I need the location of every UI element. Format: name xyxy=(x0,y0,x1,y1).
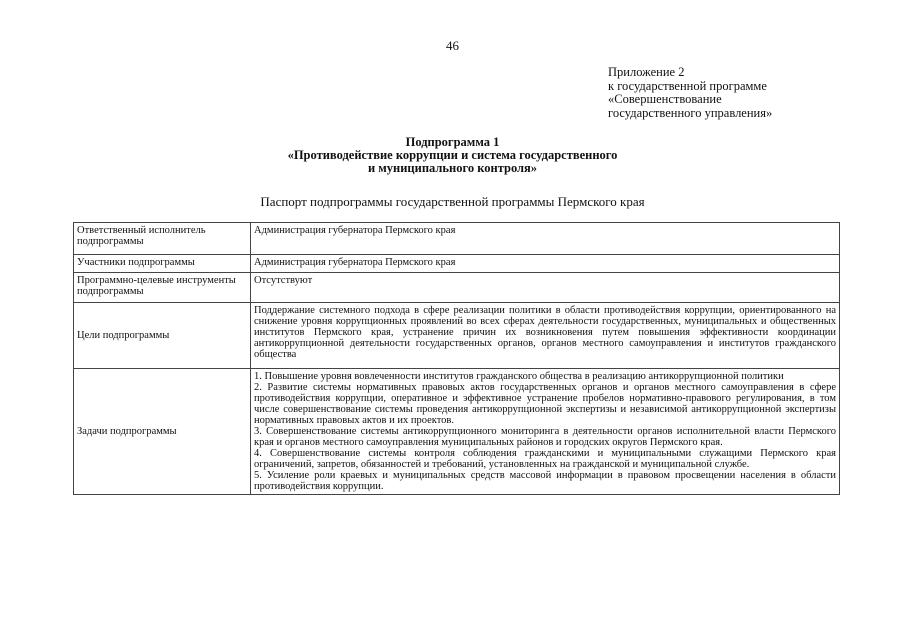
row-value-instruments: Отсутствуют xyxy=(251,273,840,303)
row-label-responsible: Ответственный исполнитель подпрограммы xyxy=(74,223,251,255)
row-label-tasks: Задачи подпрограммы xyxy=(74,369,251,495)
page-number: 46 xyxy=(446,38,459,53)
task-item-1: 1. Повышение уровня вовлеченности институтов гражданского общества в реализацию антикоррупционной политики xyxy=(254,371,784,382)
appendix-header xyxy=(608,66,772,120)
subprogram-title-line-3: и муниципального контроля» xyxy=(367,161,538,175)
appendix-line-4: государственного управления» xyxy=(608,105,773,120)
table-row xyxy=(74,369,840,495)
row-value-tasks xyxy=(251,369,840,495)
task-item-2: 2. Развитие системы нормативных правовых актов государственных органов и органов местного самоуправления в сфере противодействия коррупции, оперативное и эффективное устранение пробелов нормативно-правового регулирования, в том числе совершенствование системы проведения антикоррупционной экспертизы и независимой антикоррупционной экспертизы нормативных правовых актов и их проектов. xyxy=(254,382,836,426)
row-label-goals: Цели подпрограммы xyxy=(74,303,251,369)
row-value-goals: Поддержание системного подхода в сфере реализации политики в области противодействия коррупции, ориентированного на снижение уровня коррупционных проявлений во всех сферах деятельности государственных, муниципальных и общественных институтов Пермского края, устранение причин их возникновения путем повышения эффективности координации антикоррупционной деятельности государственных органов, органов местного самоуправления и институтов гражданского общества xyxy=(251,303,840,369)
table-row xyxy=(74,223,840,255)
subprogram-title xyxy=(0,136,905,175)
row-label-instruments: Программно-целевые инструменты подпрограммы xyxy=(74,273,251,303)
appendix-line-3: «Совершенствование xyxy=(608,92,722,106)
subprogram-title-line-1: Подпрограмма 1 xyxy=(405,135,500,149)
appendix-line-1: Приложение 2 xyxy=(608,65,685,79)
task-item-4: 4. Совершенствование системы контроля соблюдения гражданскими и муниципальными служащими Пермского края ограничений, запретов, обязанностей и требований, установленных на гражданской и муниципальной службе. xyxy=(254,448,836,470)
task-item-5: 5. Усиление роли краевых и муниципальных средств массовой информации в правовом просвещении населения в области противодействия коррупции. xyxy=(254,470,836,492)
table-row xyxy=(74,255,840,273)
task-item-3: 3. Совершенствование системы антикоррупционного мониторинга в деятельности органов исполнительной власти Пермского края и органов местного самоуправления муниципальных районов и городских округов Пермского края. xyxy=(254,426,836,448)
passport-title: Паспорт подпрограммы государственной программы Пермского края xyxy=(260,194,645,209)
table-row xyxy=(74,273,840,303)
subprogram-title-line-2: «Противодействие коррупции и система государственного xyxy=(287,148,618,162)
table-row xyxy=(74,303,840,369)
row-label-participants: Участники подпрограммы xyxy=(74,255,251,273)
row-value-participants: Администрация губернатора Пермского края xyxy=(251,255,840,273)
appendix-line-2: к государственной программе xyxy=(608,78,767,93)
row-value-responsible: Администрация губернатора Пермского края xyxy=(251,223,840,255)
passport-table xyxy=(73,222,840,495)
